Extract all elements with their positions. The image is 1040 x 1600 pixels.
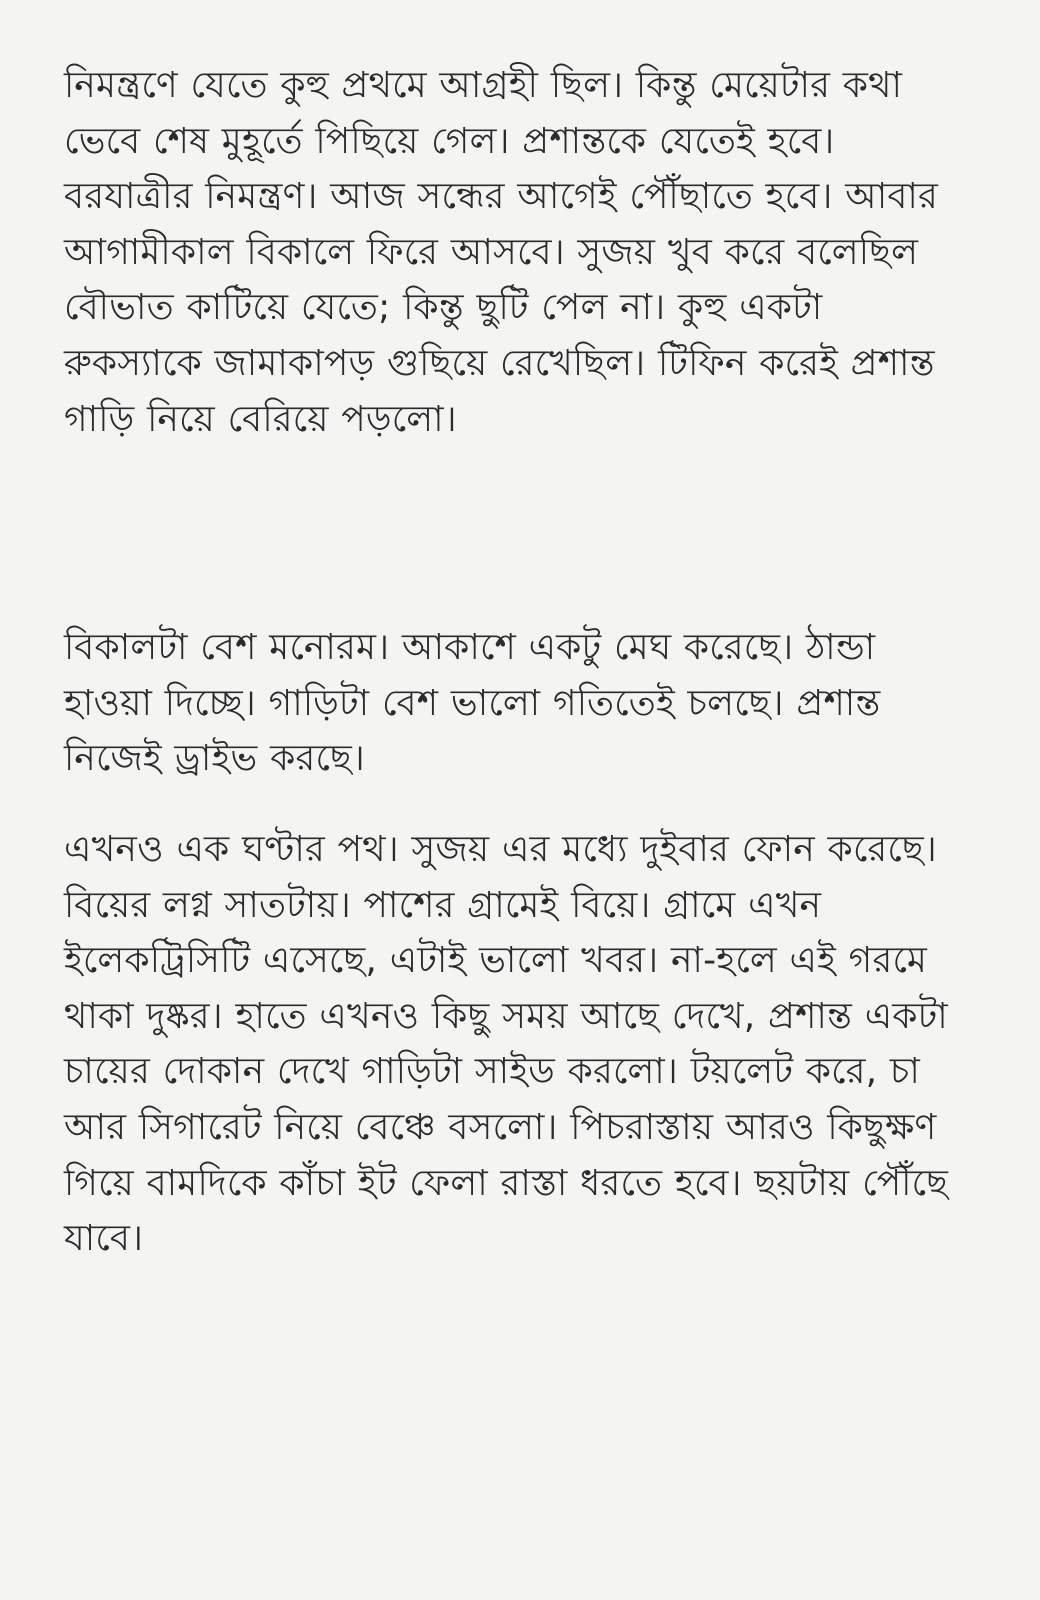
paragraph-3: এখনও এক ঘণ্টার পথ। সুজয় এর মধ্যে দুইবার ফোন করেছে। বিয়ের লগ্ন সাতটায়। পাশের গ্রামেই বিয়ে। গ্রামে এখন ইলেকট্রিসিটি এসেছে, এটাই ভালো খবর। না-হলে এই গরমে থাকা দুষ্কর। হাতে এখনও কিছু সময় আছে দেখে, প্রশান্ত একটা চায়ের দোকান দেখে গাড়িটা সাইড করলো। টয়লেট করে, চা আর সিগারেট নিয়ে বেঞ্চে বসলো। পিচরাস্তায় আরও কিছুক্ষণ গিয়ে বামদিকে কাঁচা ইট ফেলা রাস্তা ধরতে হবে। ছয়টায় পৌঁছে যাবে। (64, 828, 949, 1260)
paragraph-2: বিকালটা বেশ মনোরম। আকাশে একটু মেঘ করেছে। ঠান্ডা হাওয়া দিচ্ছে। গাড়িটা বেশ ভালো গতিতেই চলছে। প্রশান্ত নিজেই ড্রাইভ করছে। (64, 627, 881, 780)
paragraph-1: নিমন্ত্রণে যেতে কুহু প্রথমে আগ্রহী ছিল। কিন্তু মেয়েটার কথা ভেবে শেষ মুহূর্তে পিছিয়ে গেল। প্রশান্তকে যেতেই হবে। বরযাত্রীর নিমন্ত্রণ। আজ সন্ধের আগেই পৌঁছাতে হবে। আবার আগামীকাল বিকালে ফিরে আসবে। সুজয় খুব করে বলেছিল বৌভাত কাটিয়ে যেতে; কিন্তু ছুটি পেল না। কুহু একটা রুকস্যাকে জামাকাপড় গুছিয়ে রেখেছিল। টিফিন করেই প্রশান্ত গাড়ি নিয়ে বেরিয়ে পড়লো। (64, 65, 939, 440)
